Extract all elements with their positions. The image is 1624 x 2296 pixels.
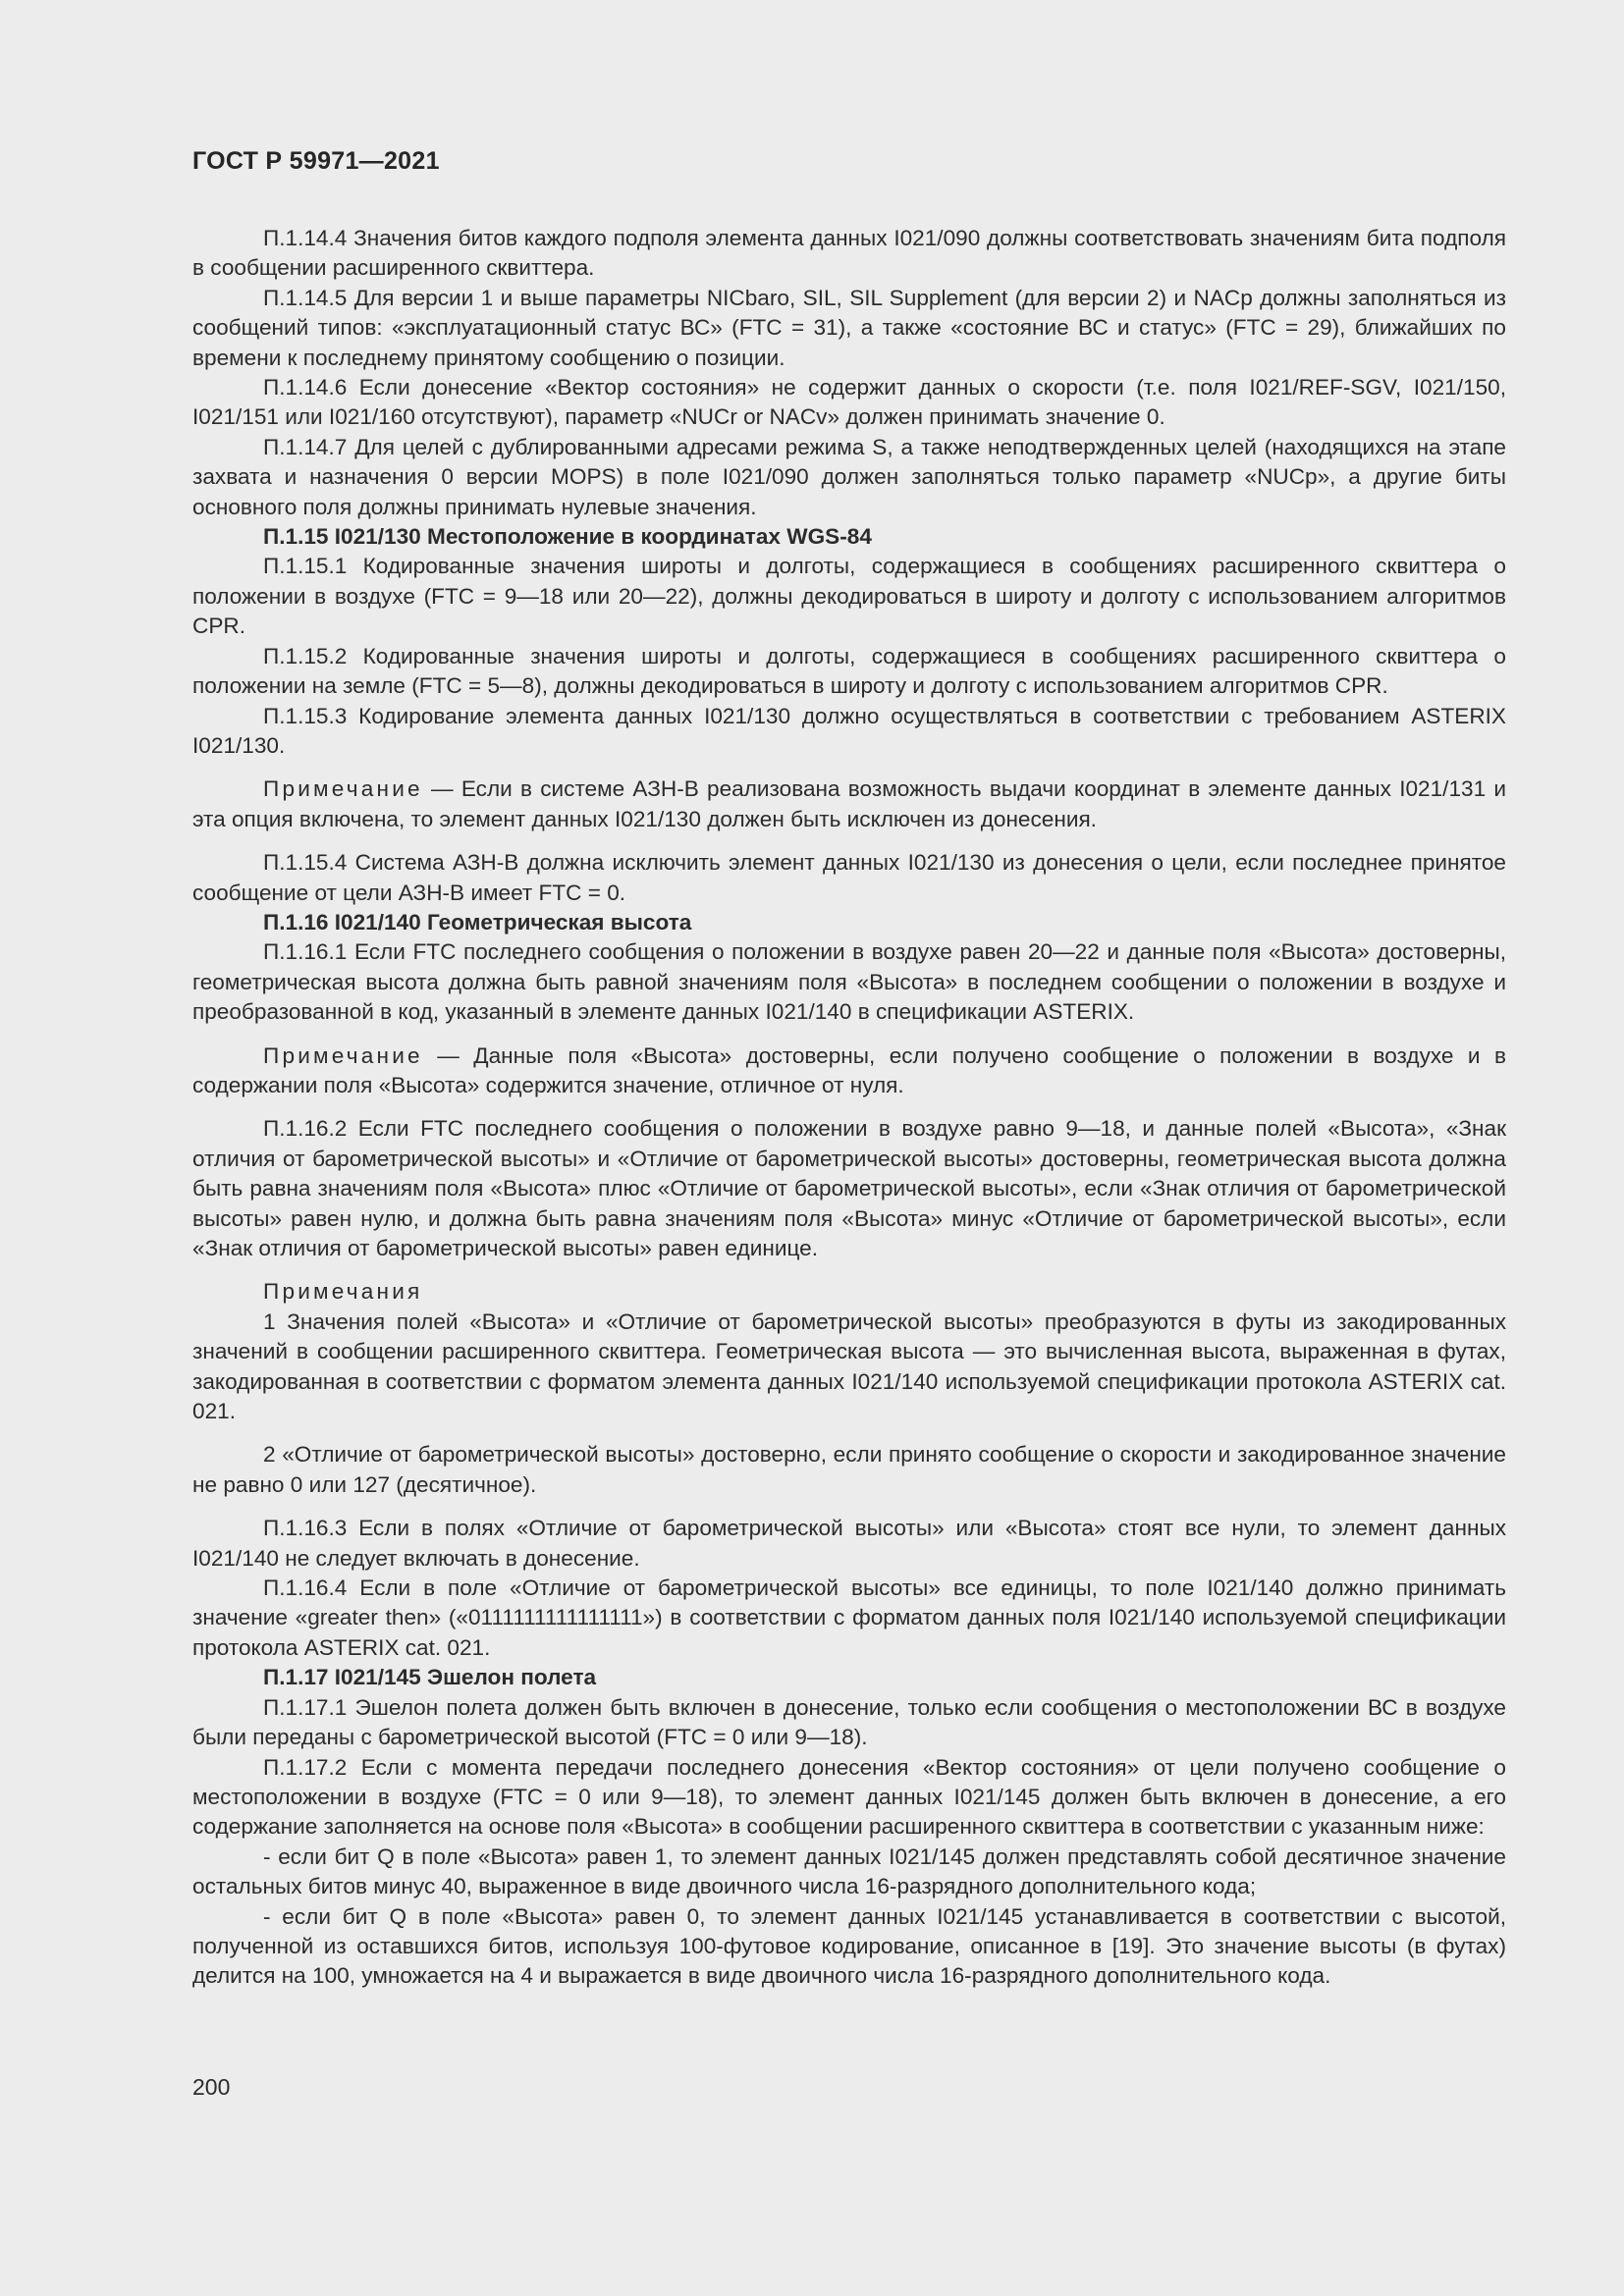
- notes-heading: [192, 1277, 1506, 1307]
- paragraph-p-1-15-4: П.1.15.4 Система АЗН-В должна исключить элемент данных I021/130 из донесения о цели, если последнее принятое сообщение от цели АЗН-В имеет FTC = 0.: [192, 850, 1506, 905]
- paragraph-p-1-17-2: П.1.17.2 Если с момента передачи последнего донесения «Вектор состояния» от цели получено сообщение о местоположении в воздухе (FTC = 0 или 9—18), то элемент данных I021/145 должен быть включен в донесение, а его содержание заполняется на основе поля «Высота» в сообщении расширенного сквиттера в соответствии с указанным ниже:: [192, 1754, 1506, 1840]
- paragraph-p-1-14-7: П.1.14.7 Для целей с дублированными адресами режима S, а также неподтвержденных целей (находящихся на этапе захвата и назначения 0 версии MOPS) в поле I021/090 должен заполняться только параметр «NUCp», а другие биты основного поля должны принимать нулевые значения.: [192, 434, 1506, 519]
- note-label: Примечание: [263, 776, 423, 802]
- notes-label: Примечания: [263, 1279, 423, 1305]
- note-block-1: [192, 774, 1506, 834]
- paragraph-p-1-16-1: П.1.16.1 Если FTC последнего сообщения о положении в воздухе равен 20—22 и данные поля «Высота» достоверны, геометрическая высота должна быть равной значениям поля «Высота» в последнем сообщении о положении в воздухе и преобразованной в код, указанный в элементе данных I021/140 в спецификации ASTERIX.: [192, 939, 1506, 1025]
- paragraph-p-1-15-1: П.1.15.1 Кодированные значения широты и долготы, содержащиеся в сообщениях расширенного сквиттера о положении в воздухе (FTC = 9—18 или 20—22), должны декодироваться в широту и долготу с использованием алгоритмов CPR.: [192, 554, 1506, 639]
- note-item-1: 1 Значения полей «Высота» и «Отличие от барометрической высоты» преобразуются в футы из закодированных значений в сообщении расширенного сквиттера. Геометрическая высота — это вычисленная высота, выраженная в футах, закодированная в соответствии с форматом элемента данных I021/140 используемой спецификации протокола ASTERIX cat. 021.: [192, 1308, 1506, 1424]
- page-number: 200: [192, 2074, 231, 2100]
- document-header: ГОСТ Р 59971—2021: [192, 147, 440, 175]
- paragraph-p-1-16-4: П.1.16.4 Если в поле «Отличие от барометрической высоты» все единицы, то поле I021/140 должно принимать значение «greater then» («0111111111111111») в соответствии с форматом данных поля I021/140 используемой спецификации протокола ASTERIX cat. 021.: [192, 1575, 1506, 1660]
- paragraph-p-1-16-3: П.1.16.3 Если в полях «Отличие от барометрической высоты» или «Высота» стоят все нули, то элемент данных I021/140 не следует включать в донесение.: [192, 1516, 1506, 1571]
- note-text: — Данные поля «Высота» достоверны, если получено сообщение о положении в воздухе и в содержании поля «Высота» содержится значение, отличное от нуля.: [192, 1042, 1506, 1097]
- note-label: Примечание: [263, 1042, 423, 1068]
- paragraph-p-1-15-2: П.1.15.2 Кодированные значения широты и долготы, содержащиеся в сообщениях расширенного сквиттера о положении на земле (FTC = 5—8), должны декодироваться в широту и долготу с использованием алгоритмов CPR.: [192, 643, 1506, 699]
- list-item-q-bit-1: - если бит Q в поле «Высота» равен 1, то элемент данных I021/145 должен представлять собой десятичное значение остальных битов минус 40, выраженное в виде двоичного числа 16-разрядного дополнительного кода;: [192, 1843, 1506, 1899]
- paragraph-p-1-14-5: П.1.14.5 Для версии 1 и выше параметры NICbaro, SIL, SIL Supplement (для версии 2) и NACp должны заполняться из сообщений типов: «эксплуатационный статус ВС» (FTC = 31), а также «состояние ВС и статус» (FTC = 29), ближайших по времени к последнему принятому сообщению о позиции.: [192, 285, 1506, 370]
- note-block-2: [192, 1041, 1506, 1101]
- note-text: — Если в системе АЗН-В реализована возможность выдачи координат в элементе данных I021/131 и эта опция включена, то элемент данных I021/130 должен быть исключен из донесения.: [192, 776, 1506, 831]
- note-item-2: 2 «Отличие от барометрической высоты» достоверно, если принято сообщение о скорости и закодированное значение не равно 0 или 127 (десятичное).: [192, 1442, 1506, 1497]
- section-heading-p-1-15: П.1.15 I021/130 Местоположение в координатах WGS-84: [263, 524, 872, 550]
- document-body: [192, 224, 1506, 1992]
- paragraph-p-1-15-3: П.1.15.3 Кодирование элемента данных I021/130 должно осуществляться в соответствии с требованием ASTERIX I021/130.: [192, 703, 1506, 758]
- list-item-q-bit-0: - если бит Q в поле «Высота» равен 0, то элемент данных I021/145 устанавливается в соответствии с высотой, полученной из оставшихся битов, используя 100-футовое кодирование, описанное в [19]. Это значение высоты (в футах) делится на 100, умножается на 4 и выражается в виде двоичного числа 16-разрядного дополнительного кода.: [192, 1903, 1506, 1989]
- section-heading-p-1-17: П.1.17 I021/145 Эшелон полета: [263, 1665, 597, 1690]
- paragraph-p-1-14-4: П.1.14.4 Значения битов каждого подполя элемента данных I021/090 должны соответствовать значениям бита подполя в сообщении расширенного сквиттера.: [192, 226, 1506, 281]
- paragraph-p-1-17-1: П.1.17.1 Эшелон полета должен быть включен в донесение, только если сообщения о местоположении ВС в воздухе были переданы с барометрической высотой (FTC = 0 или 9—18).: [192, 1694, 1506, 1750]
- section-heading-p-1-16: П.1.16 I021/140 Геометрическая высота: [263, 909, 692, 934]
- paragraph-p-1-16-2: П.1.16.2 Если FTC последнего сообщения о положении в воздухе равно 9—18, и данные полей «Высота», «Знак отличия от барометрической высоты» и «Отличие от барометрической высоты» достоверны, геометрическая высота должна быть равна значениям поля «Высота» плюс «Отличие от барометрической высоты», если «Знак отличия от барометрической высоты» равен нулю, и должна быть равна значениям поля «Высота» минус «Отличие от барометрической высоты», если «Знак отличия от барометрической высоты» равен единице.: [192, 1116, 1506, 1260]
- paragraph-p-1-14-6: П.1.14.6 Если донесение «Вектор состояния» не содержит данных о скорости (т.е. поля I021/REF-SGV, I021/150, I021/151 или I021/160 отсутствуют), параметр «NUCr or NACv» должен принимать значение 0.: [192, 375, 1506, 430]
